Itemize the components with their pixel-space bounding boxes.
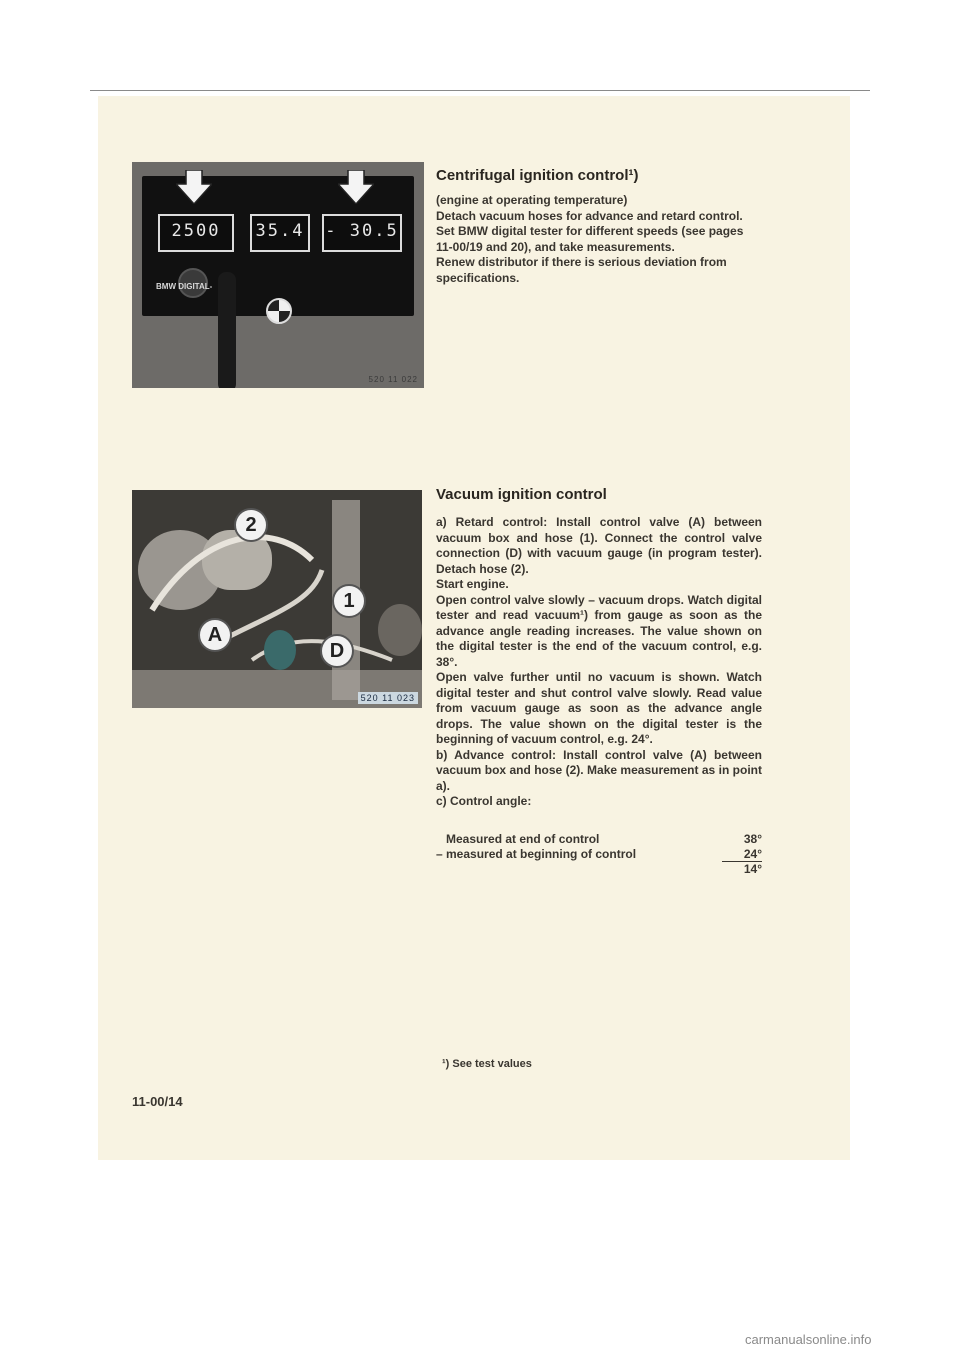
label-2: 2 <box>234 508 268 542</box>
angle-display: - 30.5 <box>322 214 402 252</box>
page-number: 11-00/14 <box>132 1094 183 1109</box>
dwell-display: 35.4 <box>250 214 310 252</box>
row-value: 38° <box>743 832 762 846</box>
label-d: D <box>320 634 354 668</box>
engine-illustration <box>132 490 422 708</box>
photo-caption: 520 11 023 <box>358 692 418 704</box>
row-label: Measured at end of control <box>436 832 600 846</box>
tester-brand-label: BMW DIGITAL- <box>156 282 213 291</box>
engine-bay-photo <box>132 490 422 708</box>
table-row <box>436 832 762 847</box>
top-rule <box>90 90 870 91</box>
section-body: (engine at operating temperature) Detach vacuum hoses for advance and retard control. Set BMW digital tester for different speeds (see pages 11-00/19 and 20), and take measurements. Renew distributor if there is serious deviation from specifications. <box>436 193 744 285</box>
footnote: ¹) See test values <box>442 1058 532 1070</box>
control-angle-table <box>436 832 762 877</box>
table-row <box>436 862 762 877</box>
row-value: 24° <box>722 847 762 862</box>
photo-caption: 520 11 022 <box>368 375 418 384</box>
watermark: carmanualsonline.info <box>745 1332 872 1347</box>
digital-tester-photo <box>132 162 424 388</box>
table-row <box>436 847 762 862</box>
label-a: A <box>198 618 232 652</box>
section-body: a) Retard control: Install control valve (A) between vacuum box and hose (1). Connect the control valve connection (D) with vacuum gauge (in program tester). Detach hose (2). Start engine. Open control valve slowly – vacuum drops. Watch digital tester and read vacuum¹) from gauge as soon as the advance angle reading increases. The value shown on the digital tester is the end of the vacuum control, e.g. 38°. Open valve further until no vacuum is shown. Watch digital tester and shut control valve slowly. Read value from vacuum gauge as soon as the advance angle drops. The value shown on the digital tester is the beginning of vacuum control, e.g. 24°. b) Advance control: Install control valve (A) between vacuum box and hose (2). Make measurement as in point a). c) Control angle: <box>436 515 762 808</box>
rpm-display: 2500 <box>158 214 234 252</box>
label-1: 1 <box>332 584 366 618</box>
down-arrow-icon <box>176 170 212 204</box>
section-heading: Centrifugal ignition control¹) <box>436 167 639 184</box>
tester-cable <box>218 272 236 388</box>
row-label: – measured at beginning of control <box>436 847 637 861</box>
row-value: 14° <box>743 862 762 876</box>
bmw-logo-icon <box>266 298 292 324</box>
section-heading: Vacuum ignition control <box>436 486 607 503</box>
down-arrow-icon <box>338 170 374 204</box>
